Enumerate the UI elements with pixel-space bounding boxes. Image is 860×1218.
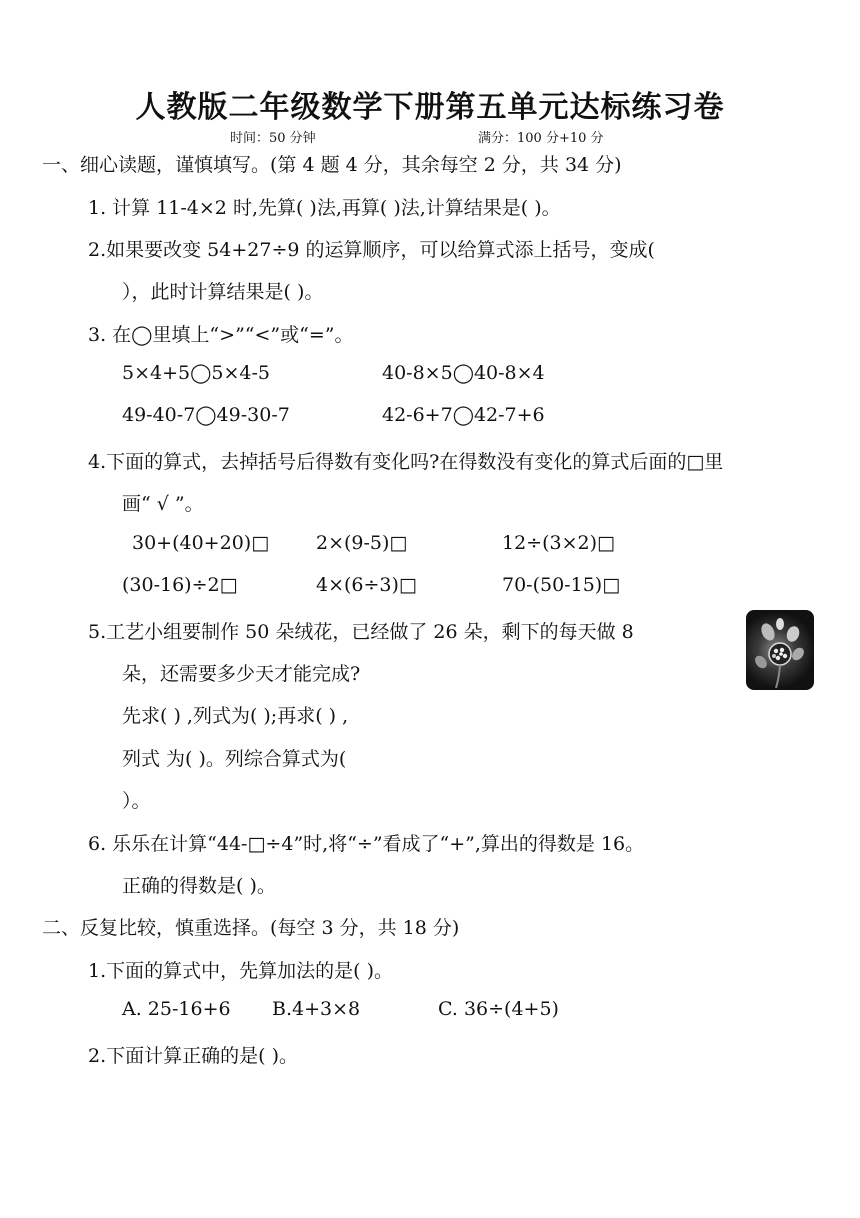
flower-photo (746, 610, 814, 690)
bracket-item: 30+(40+20)□ (132, 532, 270, 554)
question-4-line2: 画“ √ ”。 (122, 493, 204, 515)
question-2-line1: 2.如果要改变 54+27÷9 的运算顺序，可以给算式添上括号，变成( (88, 239, 655, 261)
time-limit: 时间：50 分钟 (230, 131, 316, 146)
bracket-item: 70-(50-15)□ (502, 574, 621, 596)
bracket-item: 12÷(3×2)□ (502, 532, 615, 554)
option-b: B.4+3×8 (272, 998, 361, 1020)
question-2-line2: ），此时计算结果是( )。 (122, 281, 324, 303)
question-5-line1: 5.工艺小组要制作 50 朵绒花，已经做了 26 朵，剩下的每天做 8 (88, 621, 634, 643)
bracket-item: 2×(9-5)□ (316, 532, 408, 554)
compare-item: 49-40-7◯49-30-7 (122, 404, 290, 426)
choice-question-1: 1.下面的算式中，先算加法的是( )。 (88, 960, 393, 982)
option-a: A. 25-16+6 (122, 998, 231, 1020)
compare-item: 5×4+5◯5×4-5 (122, 362, 270, 384)
full-score: 满分：100 分+10 分 (478, 131, 604, 146)
page-title: 人教版二年级数学下册第五单元达标练习卷 (135, 90, 725, 125)
section2-heading: 二、反复比较，慎重选择。(每空 3 分，共 18 分) (42, 917, 460, 939)
question-5-line3: 先求( ) ,列式为( );再求( ) , (122, 705, 349, 727)
question-1: 1. 计算 11-4×2 时,先算( )法,再算( )法,计算结果是( )。 (88, 197, 561, 219)
question-5-line2: 朵，还需要多少天才能完成? (122, 663, 361, 685)
compare-item: 40-8×5◯40-8×4 (382, 362, 545, 384)
compare-item: 42-6+7◯42-7+6 (382, 404, 545, 426)
question-6-line2: 正确的得数是( )。 (122, 875, 276, 897)
question-4-line1: 4.下面的算式，去掉括号后得数有变化吗?在得数没有变化的算式后面的□里 (88, 451, 724, 473)
section1-heading: 一、细心读题，谨慎填写。(第 4 题 4 分，其余每空 2 分，共 34 分) (42, 154, 622, 176)
option-c: C. 36÷(4+5) (438, 998, 559, 1020)
question-6-line1: 6. 乐乐在计算“44-□÷4”时,将“÷”看成了“+”,算出的得数是 16。 (88, 833, 645, 855)
question-5-line5: ）。 (122, 790, 151, 812)
bracket-item: (30-16)÷2□ (122, 574, 238, 596)
question-3-title: 3. 在◯里填上“>”“<”或“=”。 (88, 324, 354, 346)
bracket-item: 4×(6÷3)□ (316, 574, 417, 596)
flower-icon (746, 610, 814, 690)
question-5-line4: 列式 为( )。列综合算式为( (122, 748, 347, 770)
choice-question-2: 2.下面计算正确的是( )。 (88, 1045, 298, 1067)
